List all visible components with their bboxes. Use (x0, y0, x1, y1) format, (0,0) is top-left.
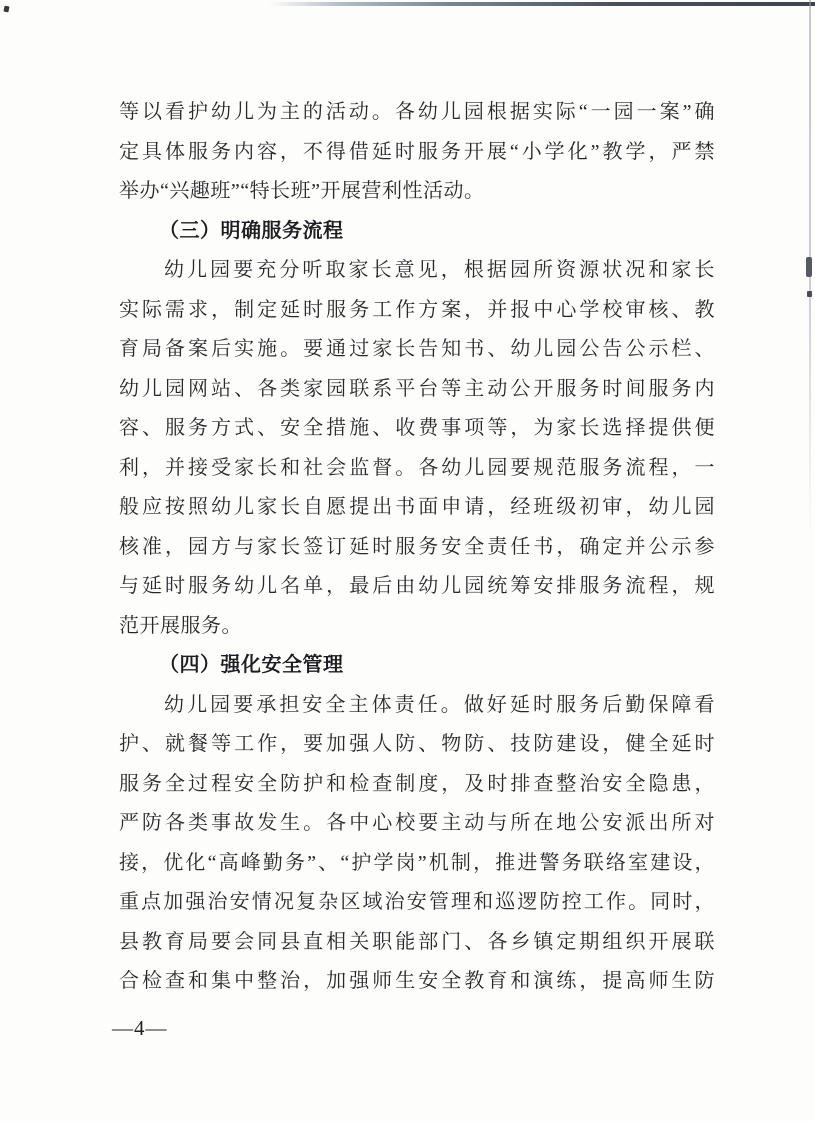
text-line: 重点加强治安情况复杂区域治安管理和巡逻防控工作。同时， (119, 891, 715, 913)
text-line: 与延时服务幼儿名单，最后由幼儿园统筹安排服务流程，规 (119, 575, 715, 597)
text-line: 合检查和集中整治，加强师生安全教育和演练，提高师生防 (119, 970, 715, 992)
scan-top-edge-line (0, 2, 815, 6)
text-line: 接，优化“高峰勤务”、“护学岗”机制，推进警务联络室建设， (119, 851, 715, 874)
text-line: 幼儿园网站、各类家园联系平台等主动公开服务时间服务内 (119, 377, 715, 400)
text-line: 容、服务方式、安全措施、收费事项等，为家长选择提供便 (119, 417, 715, 439)
text-line: 核准，园方与家长签订延时服务安全责任书，确定并公示参 (119, 535, 715, 558)
page-number: —4— (112, 1016, 168, 1040)
text-line: 严防各类事故发生。各中心校要主动与所在地公安派出所对 (119, 812, 715, 834)
text-line: 县教育局要会同县直相关职能部门、各乡镇定期组织开展联 (119, 930, 715, 953)
section-heading: （三）明确服务流程 (159, 219, 344, 242)
text-line: 育局备案后实施。要通过家长告知书、幼儿园公告公示栏、 (119, 338, 715, 360)
text-line: 实际需求，制定延时服务工作方案，并报中心学校审核、教 (119, 298, 715, 321)
scan-binding-mark (807, 291, 812, 297)
scan-corner-speck (3, 6, 9, 13)
text-line: 等以看护幼儿为主的活动。各幼儿园根据实际“一园一案”确 (119, 101, 715, 123)
text-line: 范开展服务。 (119, 614, 242, 637)
text-line: 利，并接受家长和社会监督。各幼儿园要规范服务流程，一 (119, 456, 715, 479)
text-line: 定具体服务内容，不得借延时服务开展“小学化”教学，严禁 (119, 140, 715, 163)
text-line: 护、就餐等工作，要加强人防、物防、技防建设，健全延时 (119, 733, 715, 755)
scan-binding-mark (806, 257, 812, 277)
text-line: 举办“兴趣班”“特长班”开展营利性活动。 (119, 180, 485, 202)
document-body (119, 93, 715, 1002)
text-line: 幼儿园要充分听取家长意见，根据园所资源状况和家长 (164, 259, 715, 281)
section-heading: （四）强化安全管理 (159, 654, 344, 676)
text-line: 服务全过程安全防护和检查制度，及时排查整治安全隐患， (119, 772, 715, 795)
text-line: 般应按照幼儿家长自愿提出书面申请，经班级初审，幼儿园 (119, 496, 715, 518)
text-line: 幼儿园要承担安全主体责任。做好延时服务后勤保障看 (164, 693, 715, 716)
